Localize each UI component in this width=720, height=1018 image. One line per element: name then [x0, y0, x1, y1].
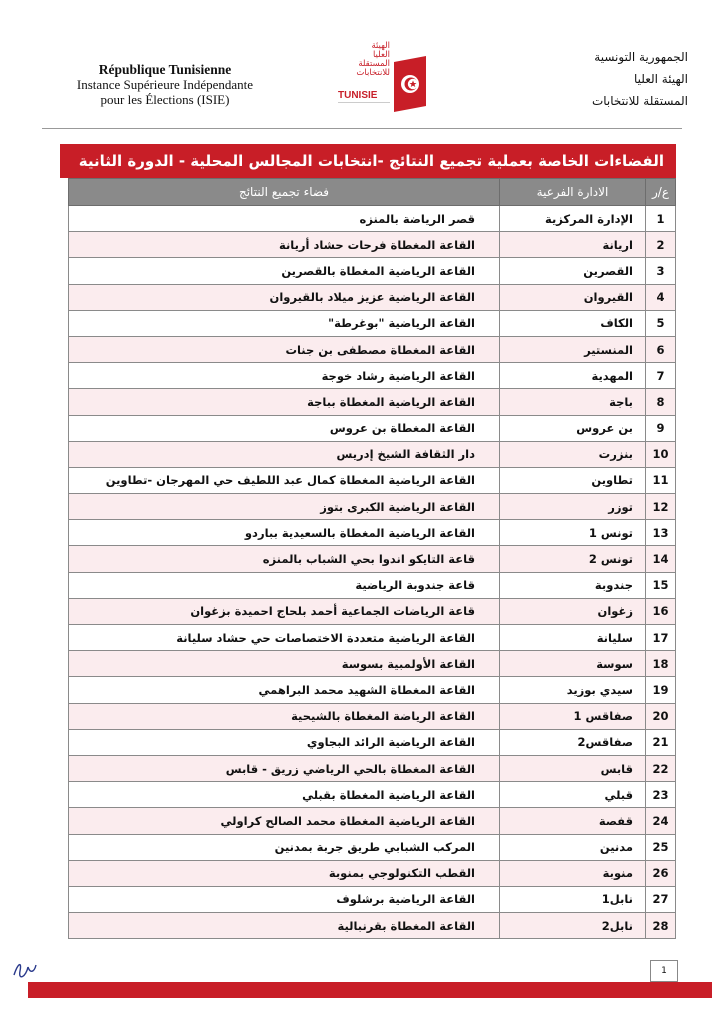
fr-instance-name: Instance Supérieure Indépendante: [76, 77, 254, 92]
row-number: 21: [646, 729, 676, 755]
row-number: 11: [646, 467, 676, 493]
table-row: [69, 782, 676, 808]
row-region: سيدي بوزيد: [500, 677, 646, 703]
row-region: سليانة: [500, 625, 646, 651]
row-venue: القاعة الرياضية "بوغرطة": [69, 310, 500, 336]
table-row: [69, 625, 676, 651]
row-region: اريانة: [500, 232, 646, 258]
table-row: [69, 755, 676, 781]
row-venue: القاعة الرياضة المغطاة بالشيحية: [69, 703, 500, 729]
row-region: قبلي: [500, 782, 646, 808]
row-number: 23: [646, 782, 676, 808]
page-number: 1: [650, 960, 678, 982]
row-venue: القاعة المغطاة مصطفى بن جنات: [69, 336, 500, 362]
col-header-number: ع/ر: [646, 179, 676, 206]
row-venue: القاعة المغطاة فرحات حشاد أريانة: [69, 232, 500, 258]
row-venue: القاعة المغطاة بن عروس: [69, 415, 500, 441]
row-number: 18: [646, 651, 676, 677]
table-row: [69, 284, 676, 310]
row-number: 4: [646, 284, 676, 310]
row-venue: القاعة الرياضية متعددة الاختصاصات حي حشاد سليانة: [69, 625, 500, 651]
row-region: الكاف: [500, 310, 646, 336]
row-venue: القاعة الرياضية عزيز ميلاد بالقيروان: [69, 284, 500, 310]
row-venue: القاعة الرياضية المغطاة بباجة: [69, 389, 500, 415]
table-row: [69, 441, 676, 467]
row-venue: القاعة المغطاة الشهيد محمد البراهمي: [69, 677, 500, 703]
row-venue: القاعة الرياضية المغطاة بالسعيدية بباردو: [69, 520, 500, 546]
logo-underline: [338, 102, 390, 113]
table-row: [69, 703, 676, 729]
row-region: قابس: [500, 755, 646, 781]
row-region: باجة: [500, 389, 646, 415]
table-row: [69, 310, 676, 336]
row-region: تطاوين: [500, 467, 646, 493]
row-number: 10: [646, 441, 676, 467]
table-title: الفضاءات الخاصة بعملية تجميع النتائج -انتخابات المجالس المحلية - الدورة الثانية: [60, 144, 676, 178]
row-number: 25: [646, 834, 676, 860]
row-region: تونس 2: [500, 546, 646, 572]
row-region: صفاقس 1: [500, 703, 646, 729]
row-region: تونس 1: [500, 520, 646, 546]
row-number: 19: [646, 677, 676, 703]
row-region: الإدارة المركزية: [500, 206, 646, 232]
fr-country-name: République Tunisienne: [98, 62, 232, 77]
row-venue: القاعة الرياضية الكبرى بتوز: [69, 494, 500, 520]
row-venue: دار الثقافة الشيخ إدريس: [69, 441, 500, 467]
row-number: 24: [646, 808, 676, 834]
row-number: 17: [646, 625, 676, 651]
table-row: [69, 232, 676, 258]
footer-red-bar: [28, 982, 712, 998]
table-row: [69, 834, 676, 860]
logo-ar-line-1: الهيئة: [371, 41, 390, 51]
table-row: [69, 467, 676, 493]
table-row: [69, 598, 676, 624]
row-number: 12: [646, 494, 676, 520]
row-number: 27: [646, 886, 676, 912]
results-venues-table: [68, 178, 676, 939]
french-letterhead: [60, 62, 270, 107]
table-row: [69, 860, 676, 886]
ar-instance-name: الهيئة العليا: [633, 72, 688, 86]
row-region: بن عروس: [500, 415, 646, 441]
tunisia-flag-icon: [392, 56, 428, 112]
table-row: [69, 415, 676, 441]
row-region: توزر: [500, 494, 646, 520]
row-number: 2: [646, 232, 676, 258]
row-region: منوبة: [500, 860, 646, 886]
logo-ar-line-3: المستقلة: [358, 59, 390, 69]
row-number: 5: [646, 310, 676, 336]
row-region: قفصة: [500, 808, 646, 834]
row-venue: القاعة الرياضية رشاد خوجة: [69, 363, 500, 389]
row-region: القيروان: [500, 284, 646, 310]
table-row: [69, 651, 676, 677]
logo-ar-line-2: العليا: [372, 50, 390, 60]
row-region: نابل1: [500, 886, 646, 912]
table-row: [69, 258, 676, 284]
row-venue: القاعة الرياضية المغطاة بالقصرين: [69, 258, 500, 284]
signature-mark-icon: [10, 955, 40, 983]
logo-tunisie-text: TUNISIE: [338, 90, 378, 101]
table-row: [69, 729, 676, 755]
row-region: المنستير: [500, 336, 646, 362]
ar-country-name: الجمهورية التونسية: [594, 50, 688, 64]
ar-instance-suffix: المستقلة للانتخابات: [591, 94, 688, 108]
table-row: [69, 913, 676, 939]
col-header-venue: فضاء تجميع النتائج: [69, 179, 500, 206]
fr-instance-suffix: pour les Élections (ISIE): [100, 92, 230, 107]
table-row: [69, 389, 676, 415]
row-region: القصرين: [500, 258, 646, 284]
header-divider: [42, 128, 682, 129]
logo-ar-line-4: للانتخابات: [356, 68, 390, 78]
row-region: زغوان: [500, 598, 646, 624]
row-venue: القاعة الرياضية برشلوف: [69, 886, 500, 912]
row-number: 9: [646, 415, 676, 441]
row-number: 3: [646, 258, 676, 284]
table-row: [69, 336, 676, 362]
row-venue: المركب الشبابي طريق جربة بمدنين: [69, 834, 500, 860]
row-number: 14: [646, 546, 676, 572]
table-row: [69, 520, 676, 546]
row-venue: القاعة الرياضية المغطاة بقبلي: [69, 782, 500, 808]
row-venue: القاعة الرياضية المغطاة محمد الصالح كراولي: [69, 808, 500, 834]
row-number: 1: [646, 206, 676, 232]
row-number: 8: [646, 389, 676, 415]
row-venue: قصر الرياضة بالمنزه: [69, 206, 500, 232]
table-row: [69, 494, 676, 520]
row-region: صفاقس2: [500, 729, 646, 755]
table-header-row: [69, 179, 676, 206]
row-venue: القاعة المغطاة بقرنبالية: [69, 913, 500, 939]
table-row: [69, 546, 676, 572]
row-venue: قاعة جندوبة الرياضية: [69, 572, 500, 598]
row-venue: القاعة الرياضية الرائد البجاوي: [69, 729, 500, 755]
row-region: بنزرت: [500, 441, 646, 467]
row-venue: القاعة الرياضية المغطاة كمال عبد اللطيف حي المهرجان -تطاوين: [69, 467, 500, 493]
row-region: مدنين: [500, 834, 646, 860]
row-venue: القطب التكنولوجي بمنوبة: [69, 860, 500, 886]
row-venue: القاعة المغطاة بالحي الرياضي زريق - قابس: [69, 755, 500, 781]
row-number: 26: [646, 860, 676, 886]
row-number: 6: [646, 336, 676, 362]
table-row: [69, 677, 676, 703]
table-row: [69, 808, 676, 834]
document-header: [0, 0, 720, 132]
row-number: 7: [646, 363, 676, 389]
row-region: نابل2: [500, 913, 646, 939]
arabic-letterhead: [518, 46, 688, 112]
col-header-region: الادارة الفرعية: [500, 179, 646, 206]
row-region: المهدية: [500, 363, 646, 389]
table-row: [69, 886, 676, 912]
row-number: 15: [646, 572, 676, 598]
logo-arabic-text: [338, 42, 390, 78]
table-row: [69, 363, 676, 389]
table-row: [69, 206, 676, 232]
row-venue: القاعة الأولمبية بسوسة: [69, 651, 500, 677]
row-region: سوسة: [500, 651, 646, 677]
row-venue: قاعة التايكو اندوا بحي الشباب بالمنزه: [69, 546, 500, 572]
row-venue: قاعة الرياضات الجماعية أحمد بلحاج احميدة بزغوان: [69, 598, 500, 624]
row-number: 16: [646, 598, 676, 624]
row-number: 22: [646, 755, 676, 781]
row-number: 13: [646, 520, 676, 546]
table-body: [69, 206, 676, 939]
row-number: 28: [646, 913, 676, 939]
row-number: 20: [646, 703, 676, 729]
isie-logo: [330, 38, 430, 118]
row-region: جندوبة: [500, 572, 646, 598]
table-row: [69, 572, 676, 598]
